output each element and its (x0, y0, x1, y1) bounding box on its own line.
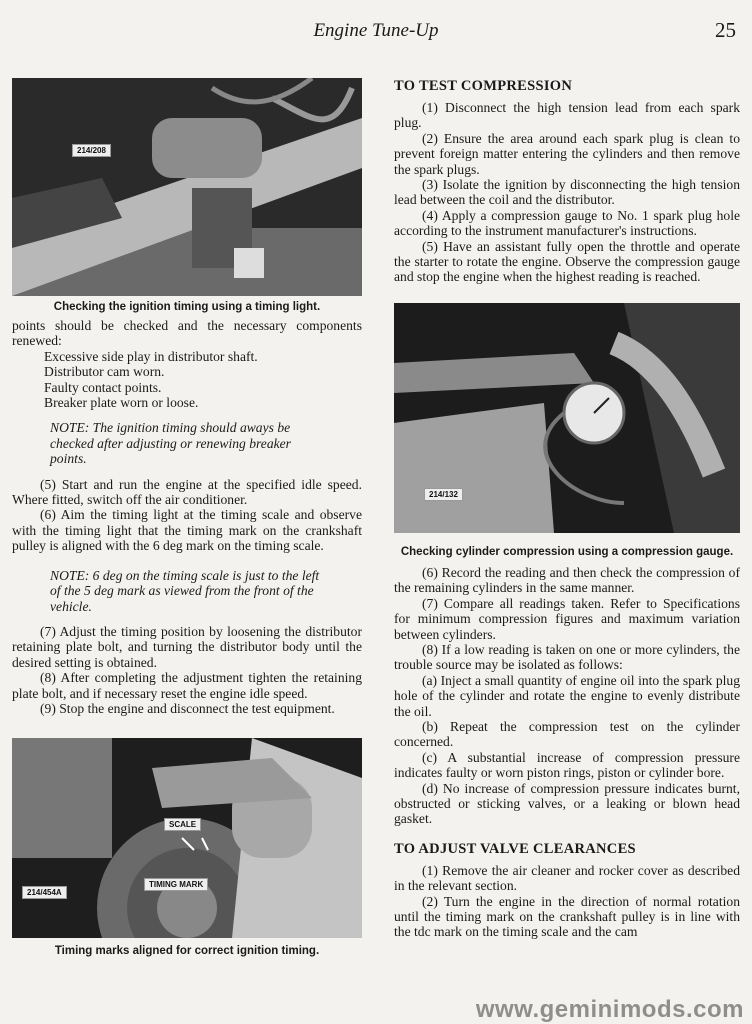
paragraph: (5) Have an assistant fully open the throttle and operate the starter to rotate the engine. Observe the compression gauge and stop the engine when the highest reading is reached. (394, 238, 740, 285)
compression-gauge-photo (394, 303, 740, 533)
photo-reference-label: 214/454A (22, 886, 67, 899)
list-item: Breaker plate worn or loose. (44, 395, 199, 411)
section-heading: TO ADJUST VALVE CLEARANCES (394, 840, 636, 857)
paragraph: (6) Record the reading and then check the compression of the remaining cylinders in the same manner. (394, 564, 740, 596)
timing-marks-photo (12, 738, 362, 938)
paragraph: (1) Disconnect the high tension lead from each spark plug. (394, 100, 740, 131)
paragraph: (c) A substantial increase of compression pressure indicates faulty or worn piston rings, piston or cylinder bore. (394, 749, 740, 781)
paragraph: (b) Repeat the compression test on the cylinder concerned. (394, 718, 740, 750)
page-number: 25 (715, 18, 736, 42)
paragraph: (d) No increase of compression pressure indicates burnt, obstructed or sticking valves, or a leaking or blown head gasket. (394, 780, 740, 827)
paragraph: (2) Ensure the area around each spark plug is clean to prevent foreign matter entering the cylinders and then remove the spark plugs. (394, 130, 740, 177)
right-column (394, 78, 740, 940)
note: NOTE: The ignition timing should aways be checked after adjusting or renewing breaker points. (50, 420, 291, 467)
scale-label: SCALE (164, 818, 201, 831)
timing-mark-label: TIMING MARK (144, 878, 208, 891)
component-list (12, 349, 362, 411)
timing-light-photo (12, 78, 362, 296)
note: NOTE: 6 deg on the timing scale is just to the left of the 5 deg mark as viewed from the front of the vehicle. (50, 567, 320, 614)
paragraph: (6) Aim the timing light at the timing scale and observe with the timing light that the timing mark on the crankshaft pulley is aligned with the 6 deg mark on the timing scale. (12, 507, 362, 554)
paragraph: (8) After completing the adjustment tighten the retaining plate bolt, and if necessary reset the engine idle speed. (12, 670, 362, 701)
list-item: Distributor cam worn. (44, 364, 165, 380)
paragraph: (3) Isolate the ignition by disconnecting the high tension lead between the coil and the distributor. (394, 177, 740, 208)
photo-caption: Checking the ignition timing using a timing light. (53, 301, 321, 313)
photo-caption: Checking cylinder compression using a compression gauge. (400, 545, 734, 558)
watermark: www.geminimods.com (475, 996, 744, 1023)
section-heading: TO TEST COMPRESSION (394, 78, 573, 94)
paragraph: (1) Remove the air cleaner and rocker cover as described in the relevant section. (394, 862, 740, 894)
paragraph: (8) If a low reading is taken on one or more cylinders, the trouble source may be isolated as follows: (394, 641, 740, 673)
photo-reference-label: 214/132 (424, 488, 463, 501)
list-item: Excessive side play in distributor shaft. (44, 348, 258, 364)
running-head: Engine Tune-Up (313, 20, 439, 41)
paragraph: (7) Compare all readings taken. Refer to Specifications for minimum compression figures and maximum variation between cylinders. (394, 595, 740, 642)
left-column (12, 78, 362, 962)
photo-caption: Timing marks aligned for correct ignition timing. (54, 945, 320, 958)
paragraph: (2) Turn the engine in the direction of normal rotation until the timing mark on the crankshaft pulley is in line with the tdc mark on the timing scale and the cam (394, 893, 740, 940)
list-item: Faulty contact points. (44, 379, 162, 395)
paragraph: (5) Start and run the engine at the specified idle speed. Where fitted, switch off the air conditioner. (12, 476, 362, 508)
paragraph: (4) Apply a compression gauge to No. 1 spark plug hole according to the instrument manufacturer's instructions. (394, 207, 740, 239)
paragraph: points should be checked and the necessary components renewed: (12, 318, 362, 349)
paragraph: (a) Inject a small quantity of engine oil into the spark plug hole of the cylinder and rotate the engine to evenly distribute the oil. (394, 672, 740, 719)
paragraph: (7) Adjust the timing position by loosening the distributor retaining plate bolt, and turning the distributor body until the desired setting is obtained. (12, 623, 362, 670)
timing-light-illustration (12, 78, 362, 296)
timing-marks-illustration (12, 738, 362, 938)
paragraph: (9) Stop the engine and disconnect the test equipment. (40, 700, 335, 716)
photo-reference-label: 214/208 (72, 144, 111, 157)
